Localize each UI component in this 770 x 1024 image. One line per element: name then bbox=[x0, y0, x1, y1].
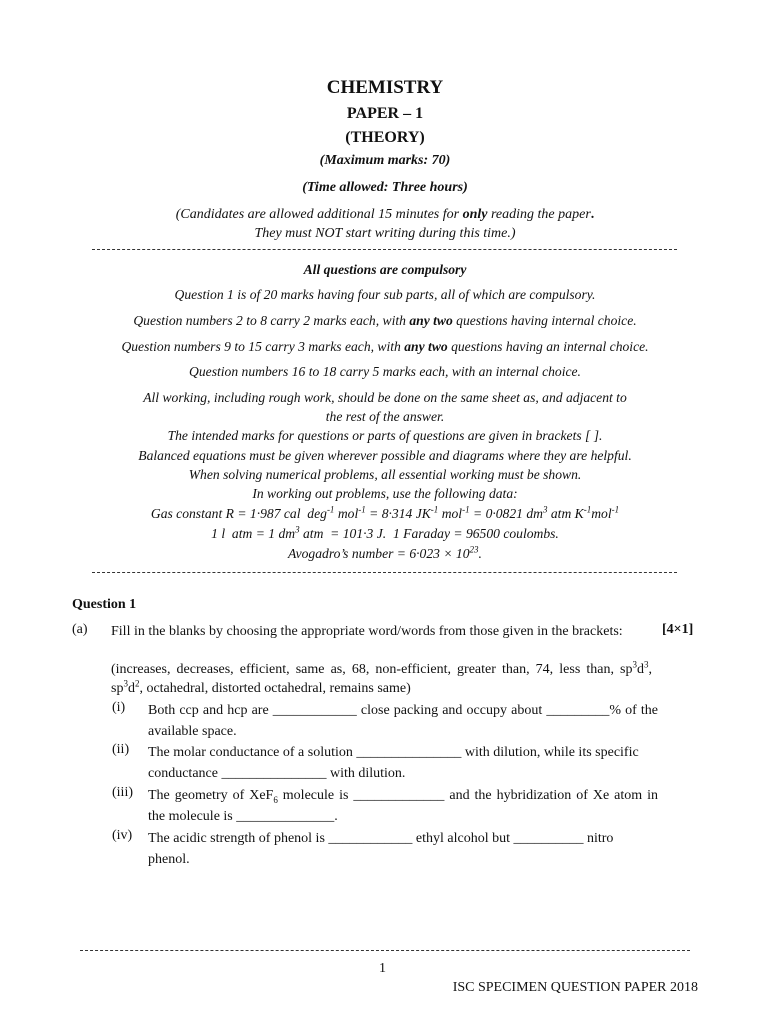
marks-badge: [4×1] bbox=[662, 622, 694, 637]
instruction-working-line2: the rest of the answer. bbox=[325, 409, 445, 424]
atm-faraday-line: 1 l atm = 1 $dm^3$ atm = 101·3 J. 1 Faraday = 96500 coulombs. bbox=[211, 524, 559, 541]
instruction-q16-18: Question numbers 16 to 18 carry 5 marks each, with an internal choice. bbox=[189, 364, 581, 379]
item-label-i: (i) bbox=[112, 700, 126, 715]
paper-number: PAPER – 1 bbox=[346, 105, 424, 122]
instruction-q2-8: Question numbers 2 to 8 carry 2 marks each, with any two questions having internal choice. bbox=[133, 313, 637, 328]
instruction-marks-brackets: The intended marks for questions or parts of questions are given in brackets [ ]. bbox=[167, 428, 603, 443]
footer-divider bbox=[80, 950, 690, 951]
gas-constant-line: Gas constant R = 1·987 cal deg$^{-1}$ mol$^{-1}$ = 8·314 $JK^{-1}$ mol$^{-1}$ = 0·0821 $dm^3$ atm $K^{-1}mol^{-1}$ bbox=[150, 504, 620, 521]
paper-type: (THEORY) bbox=[345, 129, 425, 146]
instruction-balanced-equations: Balanced equations must be given wherever possible and diagrams where they are helpful. bbox=[138, 448, 632, 463]
item-text-i: Both ccp and hcp are ____________ close packing and occupy about _________% of the available space. bbox=[148, 703, 658, 739]
dashed-divider-bottom bbox=[92, 572, 677, 573]
instruction-q9-15: Question numbers 9 to 15 carry 3 marks each, with any two questions having an internal choice. bbox=[121, 339, 649, 354]
page-number: 1 bbox=[379, 961, 386, 976]
avogadro-line: Avogadro’s number = $6\cdot 023 \times 10^{23}$. bbox=[288, 544, 482, 561]
question-prompt: Fill in the blanks by choosing the appropriate word/words from those given in the brackets: bbox=[111, 624, 623, 639]
page-title: CHEMISTRY bbox=[326, 77, 444, 98]
item-text-iii: The geometry of XeF$_6$ molecule is _____________ and the hybridization of Xe atom in the molecule is ______________. bbox=[148, 788, 658, 824]
reading-time-note-line2: They must NOT start writing during this time.) bbox=[254, 226, 516, 241]
footer-caption: ISC SPECIMEN QUESTION PAPER 2018 bbox=[452, 980, 698, 995]
question-heading: Question 1 bbox=[72, 597, 137, 612]
dashed-divider-top bbox=[92, 249, 677, 250]
item-label-ii: (ii) bbox=[112, 742, 130, 757]
item-text-iv: The acidic strength of phenol is ____________ ethyl alcohol but __________ nitro phenol. bbox=[148, 831, 614, 867]
instructions-heading: All questions are compulsory bbox=[303, 262, 467, 277]
maximum-marks: (Maximum marks: 70) bbox=[319, 153, 451, 168]
options-list: (increases, decreases, efficient, same as, 68, non-efficient, greater than, 74, less than, $sp^3d^3$, $sp^3d^2$, octahedral, distorted octahedral, remains same) bbox=[111, 659, 652, 696]
item-text-ii: The molar conductance of a solution _______________ with dilution, while its specific conductance _______________ with dilution. bbox=[148, 745, 639, 781]
reading-time-note: (Candidates are allowed additional 15 minutes for only reading the paper. bbox=[175, 207, 595, 222]
part-label: (a) bbox=[72, 622, 88, 637]
item-label-iii: (iii) bbox=[112, 785, 133, 800]
instruction-working: All working, including rough work, should be done on the same sheet as, and adjacent to bbox=[143, 390, 627, 405]
instruction-numerical: When solving numerical problems, all essential working must be shown. bbox=[188, 467, 582, 482]
time-allowed: (Time allowed: Three hours) bbox=[302, 180, 468, 195]
item-label-iv: (iv) bbox=[112, 828, 133, 843]
instruction-data-intro: In working out problems, use the following data: bbox=[252, 486, 518, 501]
instruction-q1: Question 1 is of 20 marks having four sub parts, all of which are compulsory. bbox=[174, 287, 596, 302]
